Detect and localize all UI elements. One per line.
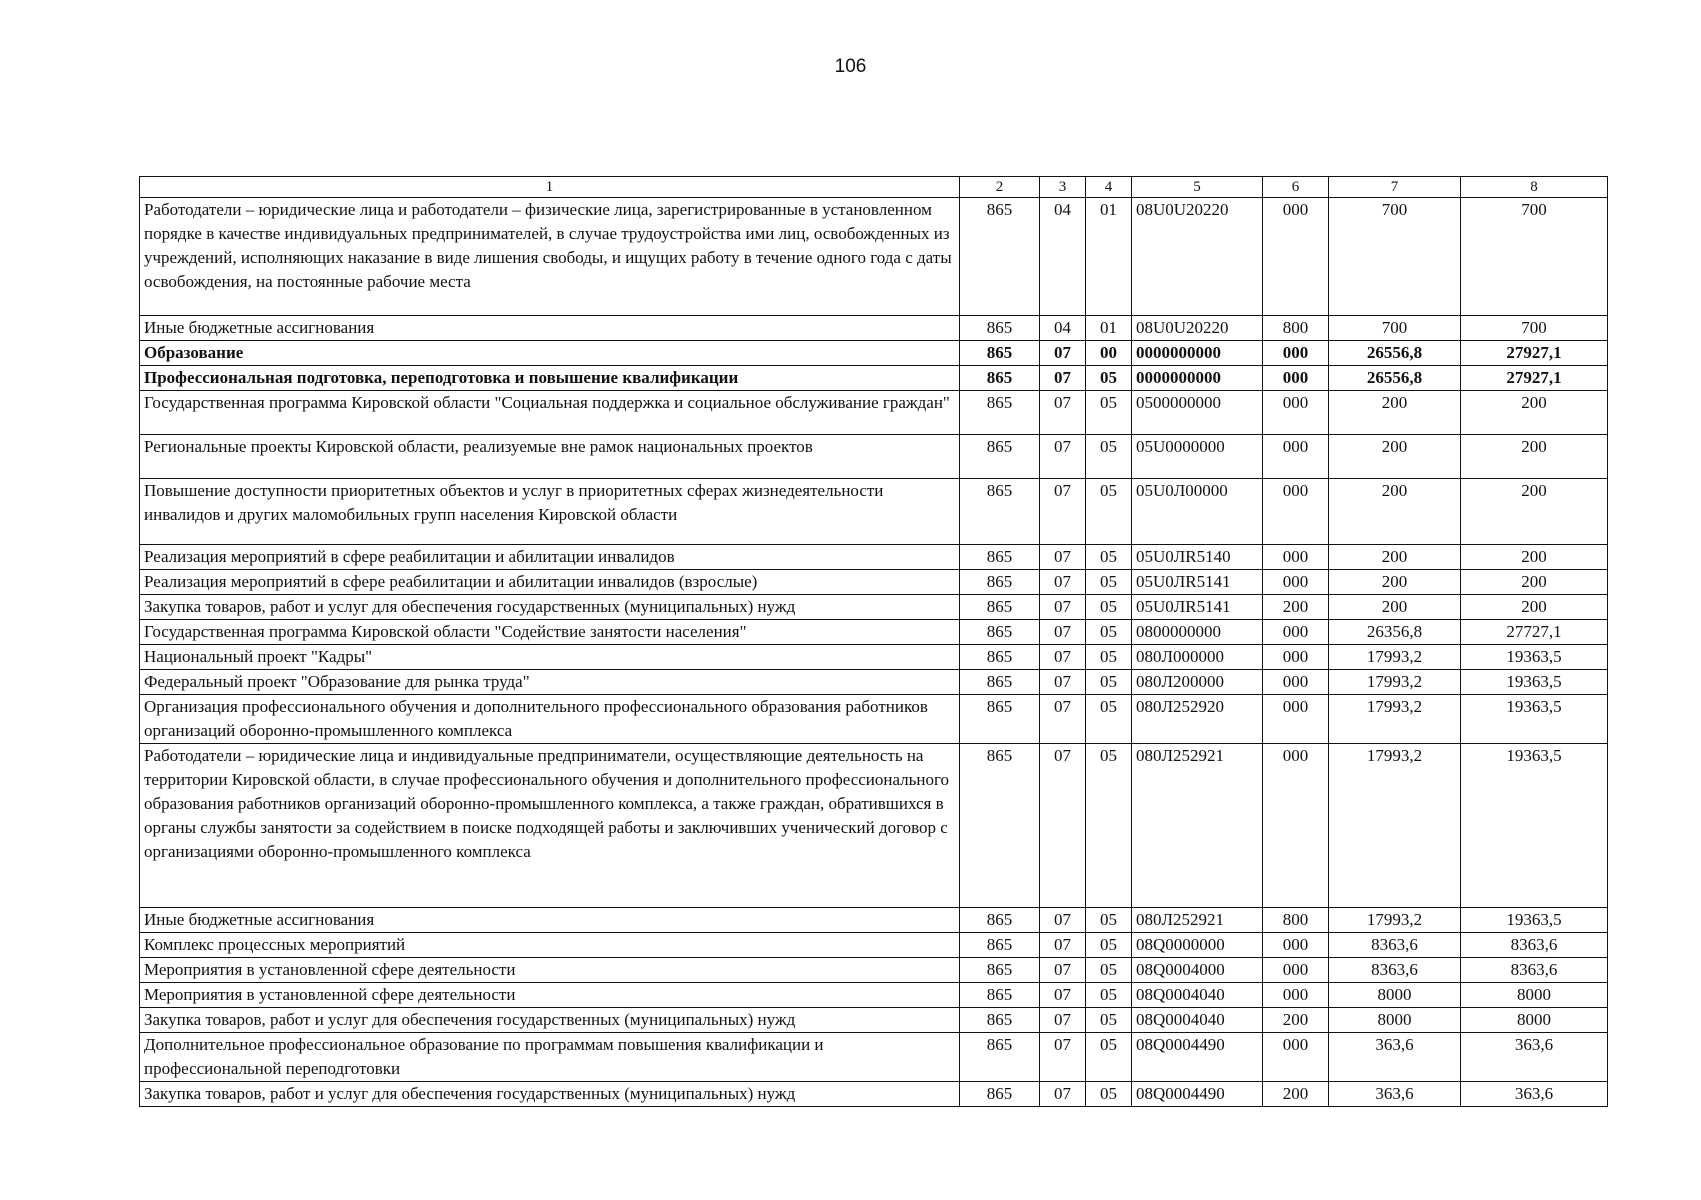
row-code-subsection: 01 <box>1086 198 1132 316</box>
row-amount-col8: 19363,5 <box>1461 645 1608 670</box>
row-code-gp: 865 <box>960 595 1040 620</box>
row-amount-col7: 26356,8 <box>1329 620 1461 645</box>
row-code-gp: 865 <box>960 983 1040 1008</box>
row-amount-col8: 700 <box>1461 316 1608 341</box>
row-amount-col8: 200 <box>1461 545 1608 570</box>
row-code-expense-type: 200 <box>1263 1082 1329 1107</box>
table-row <box>140 316 1608 341</box>
row-amount-col7: 8000 <box>1329 983 1461 1008</box>
row-code-section: 07 <box>1040 595 1086 620</box>
row-code-subsection: 05 <box>1086 983 1132 1008</box>
row-code-gp: 865 <box>960 366 1040 391</box>
row-amount-col8: 19363,5 <box>1461 670 1608 695</box>
row-name-cell: Реализация мероприятий в сфере реабилитации и абилитации инвалидов <box>140 545 960 570</box>
row-code-subsection: 05 <box>1086 908 1132 933</box>
row-code-subsection: 05 <box>1086 620 1132 645</box>
row-code-expense-type: 000 <box>1263 1033 1329 1082</box>
table-row <box>140 545 1608 570</box>
row-amount-col7: 200 <box>1329 595 1461 620</box>
table-row <box>140 341 1608 366</box>
table-row <box>140 620 1608 645</box>
row-amount-col8: 363,6 <box>1461 1082 1608 1107</box>
row-amount-col8: 8363,6 <box>1461 958 1608 983</box>
table-body <box>140 198 1608 1107</box>
row-code-section: 07 <box>1040 744 1086 908</box>
row-code-target: 0000000000 <box>1132 366 1263 391</box>
row-name-cell: Комплекс процессных мероприятий <box>140 933 960 958</box>
column-header: 4 <box>1086 177 1132 198</box>
page-number: 106 <box>834 56 867 77</box>
row-name-cell: Дополнительное профессиональное образование по программам повышения квалификации и профессиональной переподготовки <box>140 1033 960 1082</box>
row-name-cell: Национальный проект "Кадры" <box>140 645 960 670</box>
row-amount-col8: 8000 <box>1461 1008 1608 1033</box>
row-amount-col8: 19363,5 <box>1461 744 1608 908</box>
row-code-gp: 865 <box>960 645 1040 670</box>
row-code-subsection: 05 <box>1086 933 1132 958</box>
table-row <box>140 744 1608 908</box>
table-row <box>140 366 1608 391</box>
row-amount-col7: 17993,2 <box>1329 645 1461 670</box>
row-code-gp: 865 <box>960 620 1040 645</box>
row-code-target: 08Q0000000 <box>1132 933 1263 958</box>
row-code-expense-type: 200 <box>1263 1008 1329 1033</box>
row-code-section: 04 <box>1040 316 1086 341</box>
row-code-expense-type: 000 <box>1263 570 1329 595</box>
column-header: 5 <box>1132 177 1263 198</box>
row-code-section: 07 <box>1040 933 1086 958</box>
row-code-gp: 865 <box>960 341 1040 366</box>
row-amount-col8: 200 <box>1461 595 1608 620</box>
row-code-gp: 865 <box>960 545 1040 570</box>
row-code-subsection: 05 <box>1086 744 1132 908</box>
table-row <box>140 1033 1608 1082</box>
row-code-target: 080Л252921 <box>1132 908 1263 933</box>
row-code-subsection: 05 <box>1086 366 1132 391</box>
row-amount-col8: 200 <box>1461 479 1608 545</box>
row-amount-col8: 27927,1 <box>1461 366 1608 391</box>
row-code-subsection: 05 <box>1086 595 1132 620</box>
row-code-section: 07 <box>1040 670 1086 695</box>
row-code-gp: 865 <box>960 570 1040 595</box>
row-code-target: 08Q0004490 <box>1132 1082 1263 1107</box>
row-code-expense-type: 000 <box>1263 391 1329 435</box>
row-name-cell: Образование <box>140 341 960 366</box>
row-amount-col7: 363,6 <box>1329 1082 1461 1107</box>
row-code-target: 080Л000000 <box>1132 645 1263 670</box>
table-row <box>140 595 1608 620</box>
row-code-section: 07 <box>1040 570 1086 595</box>
row-code-target: 08Q0004040 <box>1132 983 1263 1008</box>
row-amount-col7: 17993,2 <box>1329 744 1461 908</box>
column-header: 6 <box>1263 177 1329 198</box>
row-code-target: 05U0ЛR5141 <box>1132 595 1263 620</box>
row-code-section: 07 <box>1040 366 1086 391</box>
row-code-expense-type: 000 <box>1263 645 1329 670</box>
row-amount-col7: 8363,6 <box>1329 933 1461 958</box>
row-code-subsection: 05 <box>1086 1033 1132 1082</box>
row-code-subsection: 05 <box>1086 670 1132 695</box>
row-code-gp: 865 <box>960 744 1040 908</box>
row-amount-col8: 19363,5 <box>1461 695 1608 744</box>
row-code-section: 07 <box>1040 479 1086 545</box>
row-amount-col7: 700 <box>1329 316 1461 341</box>
row-name-cell: Мероприятия в установленной сфере деятельности <box>140 958 960 983</box>
row-code-section: 07 <box>1040 983 1086 1008</box>
row-amount-col8: 363,6 <box>1461 1033 1608 1082</box>
row-code-subsection: 01 <box>1086 316 1132 341</box>
row-name-cell: Закупка товаров, работ и услуг для обеспечения государственных (муниципальных) нужд <box>140 1008 960 1033</box>
row-code-gp: 865 <box>960 391 1040 435</box>
row-amount-col8: 8000 <box>1461 983 1608 1008</box>
row-code-section: 07 <box>1040 545 1086 570</box>
row-code-expense-type: 000 <box>1263 744 1329 908</box>
row-code-target: 08Q0004000 <box>1132 958 1263 983</box>
row-amount-col8: 200 <box>1461 391 1608 435</box>
row-code-section: 07 <box>1040 391 1086 435</box>
table-row <box>140 198 1608 316</box>
row-code-gp: 865 <box>960 1033 1040 1082</box>
table-row <box>140 933 1608 958</box>
column-header: 8 <box>1461 177 1608 198</box>
table-row <box>140 908 1608 933</box>
row-code-subsection: 05 <box>1086 1082 1132 1107</box>
column-header: 2 <box>960 177 1040 198</box>
row-code-expense-type: 200 <box>1263 595 1329 620</box>
row-code-target: 08Q0004490 <box>1132 1033 1263 1082</box>
row-code-subsection: 05 <box>1086 545 1132 570</box>
column-header: 7 <box>1329 177 1461 198</box>
row-name-cell: Организация профессионального обучения и дополнительного профессионального образования работников организаций оборонно-промышленного комплекса <box>140 695 960 744</box>
row-amount-col7: 8363,6 <box>1329 958 1461 983</box>
row-amount-col8: 200 <box>1461 435 1608 479</box>
row-amount-col7: 26556,8 <box>1329 366 1461 391</box>
row-code-target: 08Q0004040 <box>1132 1008 1263 1033</box>
row-code-gp: 865 <box>960 908 1040 933</box>
row-amount-col7: 200 <box>1329 391 1461 435</box>
row-code-section: 07 <box>1040 1008 1086 1033</box>
row-code-subsection: 00 <box>1086 341 1132 366</box>
row-amount-col7: 700 <box>1329 198 1461 316</box>
row-code-target: 0800000000 <box>1132 620 1263 645</box>
table-row <box>140 645 1608 670</box>
table-row <box>140 695 1608 744</box>
row-code-subsection: 05 <box>1086 479 1132 545</box>
row-code-gp: 865 <box>960 670 1040 695</box>
row-amount-col7: 200 <box>1329 570 1461 595</box>
row-code-section: 07 <box>1040 1033 1086 1082</box>
row-name-cell: Государственная программа Кировской области "Социальная поддержка и социальное обслуживание граждан" <box>140 391 960 435</box>
row-code-gp: 865 <box>960 958 1040 983</box>
row-code-subsection: 05 <box>1086 958 1132 983</box>
row-amount-col8: 700 <box>1461 198 1608 316</box>
row-code-section: 07 <box>1040 958 1086 983</box>
row-code-gp: 865 <box>960 198 1040 316</box>
row-code-gp: 865 <box>960 479 1040 545</box>
row-code-expense-type: 000 <box>1263 983 1329 1008</box>
row-code-expense-type: 000 <box>1263 341 1329 366</box>
row-code-gp: 865 <box>960 435 1040 479</box>
row-code-section: 07 <box>1040 620 1086 645</box>
row-code-gp: 865 <box>960 1082 1040 1107</box>
row-code-subsection: 05 <box>1086 391 1132 435</box>
row-code-target: 05U0000000 <box>1132 435 1263 479</box>
row-amount-col8: 8363,6 <box>1461 933 1608 958</box>
row-code-target: 05U0ЛR5140 <box>1132 545 1263 570</box>
row-name-cell: Работодатели – юридические лица и индивидуальные предприниматели, осуществляющие деятельность на территории Кировской области, в случае профессионального обучения и дополнительного профессионального образования работников организаций оборонно-промышленного комплекса, а также граждан, обратившихся в органы службы занятости за содействием в поиске подходящей работы и заключивших ученический договор с организациями оборонно-промышленного комплекса <box>140 744 960 908</box>
budget-table <box>139 176 1608 1107</box>
row-amount-col7: 363,6 <box>1329 1033 1461 1082</box>
row-code-subsection: 05 <box>1086 645 1132 670</box>
row-code-target: 080Л252921 <box>1132 744 1263 908</box>
row-code-expense-type: 000 <box>1263 198 1329 316</box>
row-code-expense-type: 000 <box>1263 545 1329 570</box>
row-amount-col8: 27927,1 <box>1461 341 1608 366</box>
row-code-expense-type: 000 <box>1263 435 1329 479</box>
row-code-target: 08U0U20220 <box>1132 316 1263 341</box>
row-code-target: 0000000000 <box>1132 341 1263 366</box>
row-name-cell: Повышение доступности приоритетных объектов и услуг в приоритетных сферах жизнедеятельности инвалидов и других маломобильных групп населения Кировской области <box>140 479 960 545</box>
row-amount-col8: 27727,1 <box>1461 620 1608 645</box>
row-name-cell: Реализация мероприятий в сфере реабилитации и абилитации инвалидов (взрослые) <box>140 570 960 595</box>
row-code-subsection: 05 <box>1086 695 1132 744</box>
row-name-cell: Мероприятия в установленной сфере деятельности <box>140 983 960 1008</box>
table-row <box>140 435 1608 479</box>
row-code-expense-type: 000 <box>1263 933 1329 958</box>
table-row <box>140 670 1608 695</box>
row-name-cell: Иные бюджетные ассигнования <box>140 316 960 341</box>
row-code-target: 05U0Л00000 <box>1132 479 1263 545</box>
row-code-section: 07 <box>1040 695 1086 744</box>
row-amount-col8: 19363,5 <box>1461 908 1608 933</box>
table-row <box>140 391 1608 435</box>
row-name-cell: Работодатели – юридические лица и работодатели – физические лица, зарегистрированные в установленном порядке в качестве индивидуальных предпринимателей, в случае трудоустройства ими лиц, освобожденных из учреждений, исполняющих наказание в виде лишения свободы, и ищущих работу в течение одного года с даты освобождения, на постоянные рабочие места <box>140 198 960 316</box>
row-code-section: 07 <box>1040 341 1086 366</box>
row-amount-col7: 17993,2 <box>1329 670 1461 695</box>
table-row <box>140 570 1608 595</box>
row-amount-col7: 26556,8 <box>1329 341 1461 366</box>
row-name-cell: Профессиональная подготовка, переподготовка и повышение квалификации <box>140 366 960 391</box>
row-code-expense-type: 000 <box>1263 695 1329 744</box>
row-code-target: 08U0U20220 <box>1132 198 1263 316</box>
row-code-gp: 865 <box>960 1008 1040 1033</box>
row-amount-col7: 17993,2 <box>1329 695 1461 744</box>
column-header: 1 <box>140 177 960 198</box>
row-amount-col7: 17993,2 <box>1329 908 1461 933</box>
row-amount-col7: 200 <box>1329 435 1461 479</box>
row-code-target: 05U0ЛR5141 <box>1132 570 1263 595</box>
row-name-cell: Государственная программа Кировской области "Содействие занятости населения" <box>140 620 960 645</box>
row-name-cell: Региональные проекты Кировской области, реализуемые вне рамок национальных проектов <box>140 435 960 479</box>
row-code-section: 07 <box>1040 1082 1086 1107</box>
row-amount-col7: 200 <box>1329 479 1461 545</box>
row-code-section: 07 <box>1040 908 1086 933</box>
row-code-gp: 865 <box>960 695 1040 744</box>
table-row <box>140 958 1608 983</box>
row-code-expense-type: 000 <box>1263 620 1329 645</box>
row-code-section: 07 <box>1040 645 1086 670</box>
row-code-section: 07 <box>1040 435 1086 479</box>
table-row <box>140 1008 1608 1033</box>
row-code-expense-type: 000 <box>1263 479 1329 545</box>
table-row <box>140 983 1608 1008</box>
row-code-expense-type: 000 <box>1263 366 1329 391</box>
row-code-expense-type: 000 <box>1263 670 1329 695</box>
row-code-target: 0500000000 <box>1132 391 1263 435</box>
row-code-gp: 865 <box>960 316 1040 341</box>
row-code-expense-type: 800 <box>1263 316 1329 341</box>
column-header: 3 <box>1040 177 1086 198</box>
row-code-subsection: 05 <box>1086 435 1132 479</box>
table-row <box>140 1082 1608 1107</box>
row-amount-col8: 200 <box>1461 570 1608 595</box>
row-code-target: 080Л200000 <box>1132 670 1263 695</box>
row-name-cell: Иные бюджетные ассигнования <box>140 908 960 933</box>
row-code-expense-type: 800 <box>1263 908 1329 933</box>
row-code-target: 080Л252920 <box>1132 695 1263 744</box>
row-code-section: 04 <box>1040 198 1086 316</box>
row-amount-col7: 200 <box>1329 545 1461 570</box>
row-code-gp: 865 <box>960 933 1040 958</box>
header-row <box>140 177 1608 198</box>
row-code-subsection: 05 <box>1086 570 1132 595</box>
row-code-expense-type: 000 <box>1263 958 1329 983</box>
row-name-cell: Федеральный проект "Образование для рынка труда" <box>140 670 960 695</box>
row-name-cell: Закупка товаров, работ и услуг для обеспечения государственных (муниципальных) нужд <box>140 1082 960 1107</box>
row-code-subsection: 05 <box>1086 1008 1132 1033</box>
row-amount-col7: 8000 <box>1329 1008 1461 1033</box>
row-name-cell: Закупка товаров, работ и услуг для обеспечения государственных (муниципальных) нужд <box>140 595 960 620</box>
table-row <box>140 479 1608 545</box>
